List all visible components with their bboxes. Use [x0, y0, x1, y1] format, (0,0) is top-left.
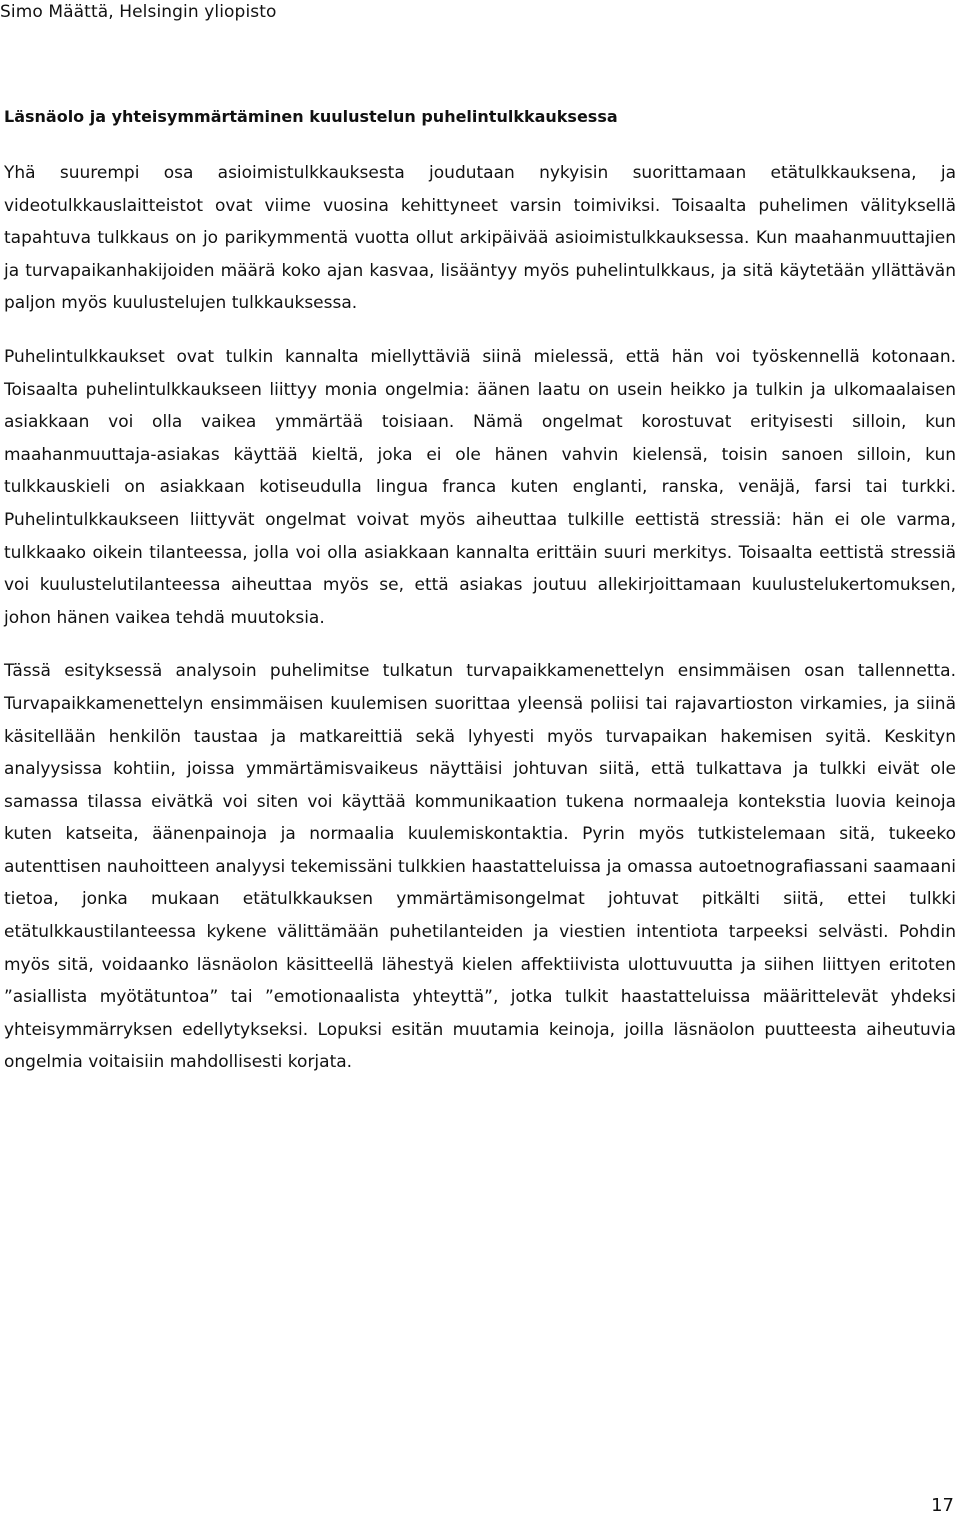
page-number: 17 — [931, 1495, 954, 1516]
document-body — [4, 157, 956, 1100]
paragraph-3: Tässä esityksessä analysoin puhelimitse tulkatun turvapaikkamenettelyn ensimmäisen osan tallennetta. Turvapaikkamenettelyn ensimmäisen kuulemisen suorittaa yleensä poliisi tai rajavartioston virkamies, ja siinä käsitellään henkilön taustaa ja matkareittiä sekä lyhyesti myös turvapaikan hakemisen syitä. Keskityn analyysissa kohtiin, joissa ymmärtämisvaikeus näyttäisi johtuvan siitä, että tulkattava ja tulkki eivät ole samassa tilassa eivätkä voi siten voi käyttää kommunikaation tukena normaaleja kontekstia luovia keinoja kuten katseita, äänenpainoja ja normaalia kuulemiskontaktia. Pyrin myös tutkistelemaan sitä, tukeeko autenttisen nauhoitteen analyysi tekemissäni tulkkien haastatteluissa ja omassa autoetnografiassani saamaani tietoa, jonka mukaan etätulkkauksen ymmärtämisongelmat johtuvat pitkälti siitä, ettei tulkki etätulkkaustilanteessa kykene välittämään puhetilanteiden ja viestien intentiota tarpeeksi selvästi. Pohdin myös sitä, voidaanko läsnäolon käsitteellä lähestyä kielen affektiivista ulottuvuutta ja siihen liittyen eritoten ”asiallista myötätuntoa” tai ”emotionaalista yhteyttä”, jotka tulkit haastatteluissa määrittelevät yhdeksi yhteisymmärryksen edellytykseksi. Lopuksi esitän muutamia keinoja, joilla läsnäolon puutteesta aiheutuvia ongelmia voitaisiin mahdollisesti korjata. — [4, 661, 956, 1073]
page-header: Simo Määttä, Helsingin yliopisto — [0, 2, 277, 22]
paragraph-1: Yhä suurempi osa asioimistulkkauksesta joudutaan nykyisin suorittamaan etätulkkauksena, ja videotulkkauslaitteistot ovat viime vuosina kehittyneet varsin toimiviksi. Toisaalta puhelimen välityksellä tapahtuva tulkkaus on jo parikymmentä vuotta ollut arkipäivää asioimistulkkauksessa. Kun maahanmuuttajien ja turvapaikanhakijoiden määrä koko ajan kasvaa, lisääntyy myös puhelintulkkaus, ja sitä käytetään yllättävän paljon myös kuulustelujen tulkkauksessa. — [4, 163, 956, 314]
paragraph-2: Puhelintulkkaukset ovat tulkin kannalta miellyttäviä siinä mielessä, että hän voi työskennellä kotonaan. Toisaalta puhelintulkkaukseen liittyy monia ongelmia: äänen laatu on usein heikko ja tulkin ja ulkomaalaisen asiakkaan voi olla vaikea ymmärtää toisiaan. Nämä ongelmat korostuvat erityisesti silloin, kun maahanmuuttaja-asiakas käyttää kieltä, joka ei ole hänen vahvin kielensä, toisin sanoen silloin, kun tulkkauskieli on asiakkaan kotiseudulla lingua franca kuten englanti, ranska, venäjä, farsi tai turkki. Puhelintulkkaukseen liittyvät ongelmat voivat myös aiheuttaa tulkille eettistä stressiä: hän ei ole varma, tulkkaako oikein tilanteessa, jolla voi olla asiakkaan kannalta erittäin suuri merkitys. Toisaalta eettistä stressiä voi kuulustelutilanteessa aiheuttaa myös se, että asiakas joutuu allekirjoittamaan kuulustelukertomuksen, johon hänen vaikea tehdä muutoksia. — [4, 346, 956, 628]
document-title: Läsnäolo ja yhteisymmärtäminen kuulustelun puhelintulkkauksessa — [4, 107, 618, 126]
